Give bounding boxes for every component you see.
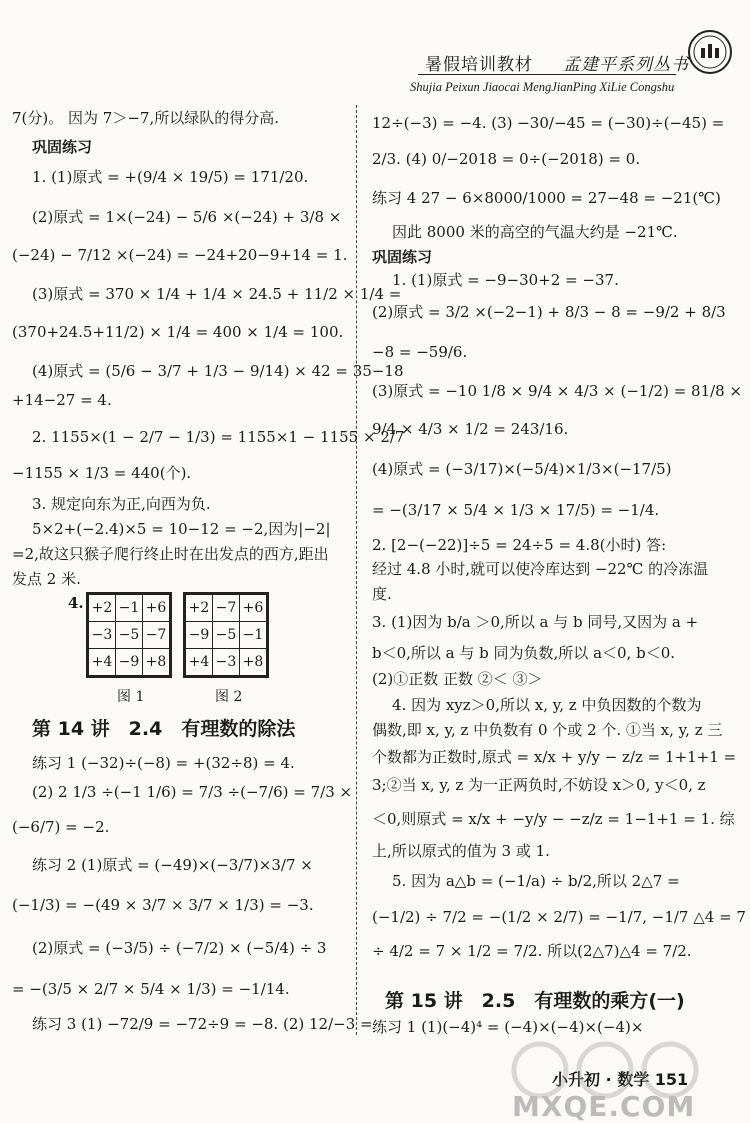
fig2-cell: −7 [213,594,240,622]
left2-line-4: (−1/3) = −(49 × 3/7 × 3/7 × 1/3) = −3. [12,896,314,914]
right-line-19: 偶数,即 x, y, z 中负数有 0 个或 2 个. ①当 x, y, z 三 [372,721,723,739]
left-line-11: 3. 规定向东为正,向西为负. [32,495,211,513]
right-line-18: 4. 因为 xyz＞0,所以 x, y, z 中负因数的个数为 [392,696,702,714]
fig1-cell: +8 [143,649,171,677]
right-line-16: b＜0,所以 a 与 b 同为负数,所以 a＜0, b＜0. [372,644,676,662]
fig2-cell: +8 [240,649,268,677]
right-line-22: ＜0,则原式 = x/x + −y/y − −z/z = 1−1+1 = 1. 综 [372,810,735,828]
fig2-cell: −3 [213,649,240,677]
fig1-cell: −7 [143,622,171,649]
left-line-7: (4)原式 = (5/6 − 3/7 + 1/3 − 9/14) × 42 = 35−18 [32,362,404,380]
right-line-13: 经过 4.8 小时,就可以使冷库达到 −22℃ 的冷冻温 [372,560,709,578]
fig1-cell: +6 [143,594,171,622]
fig1-cell: +2 [88,594,116,622]
right-last-line: 练习 1 (1)(−4)⁴ = (−4)×(−4)×(−4)× [372,1018,644,1036]
left-line-5: (3)原式 = 370 × 1/4 + 1/4 × 24.5 + 11/2 × 1/4 = [32,285,402,303]
right-line-23: 上,所以原式的值为 3 或 1. [372,842,550,860]
right-line-3: 因此 8000 米的高空的气温大约是 −21℃. [392,223,678,241]
left-line-0: 7(分)。 因为 7＞−7,所以绿队的得分高. [12,109,279,127]
right-line-15: 3. (1)因为 b/a ＞0,所以 a 与 b 同号,又因为 a + [372,613,699,631]
fig1-cell: −1 [116,594,143,622]
left-line-2: 1. (1)原式 = +(9/4 × 19/5) = 171/20. [32,168,309,186]
right-line-0: 12÷(−3) = −4. (3) −30/−45 = (−30)÷(−45) = [372,114,725,132]
fig2-cell: +2 [185,594,213,622]
right-line-14: 度. [372,585,392,603]
left2-line-3: 练习 2 (1)原式 = (−49)×(−3/7)×3/7 × [32,856,313,874]
left2-line-6: = −(3/5 × 2/7 × 5/4 × 1/3) = −1/14. [12,980,290,998]
q4-label: 4. [68,594,84,612]
right-line-12: 2. [2−(−22)]÷5 = 24÷5 = 4.8(小时) 答: [372,536,667,554]
right-line-2: 练习 4 27 − 6×8000/1000 = 27−48 = −21(℃) [372,189,721,207]
header-pinyin: Shujia Peixun Jiaocai MengJianPing XiLie Congshu [410,80,675,94]
left2-line-0: 练习 1 (−32)÷(−8) = +(32÷8) = 4. [32,754,295,772]
page-footer: 小升初 · 数学 151 [552,1070,689,1089]
header-series: 孟建平系列丛书 [563,55,689,75]
left-line-1: 巩固练习 [32,138,93,156]
left-line-6: (370+24.5+11/2) × 1/4 = 400 × 1/4 = 100. [12,323,344,341]
left-line-9: 2. 1155×(1 − 2/7 − 1/3) = 1155×1 − 1155 × 2/7 [32,428,405,446]
right-line-26: ÷ 4/2 = 7 × 1/2 = 7/2. 所以(2△7)△4 = 7/2. [372,942,692,960]
fig2-cell: +6 [240,594,268,622]
watermark-text: MXQE.COM [512,1090,696,1123]
right-line-7: −8 = −59/6. [372,343,468,361]
left2-line-7: 练习 3 (1) −72/9 = −72÷9 = −8. (2) 12/−3 = [32,1015,373,1033]
right-line-24: 5. 因为 a△b = (−1/a) ÷ b/2,所以 2△7 = [392,872,680,890]
column-divider [356,105,357,1035]
fig2-cell: +4 [185,649,213,677]
fig1-cell: −3 [88,622,116,649]
left-line-12: 5×2+(−2.4)×5 = 10−12 = −2,因为|−2| [32,520,331,538]
right-line-4: 巩固练习 [372,248,433,266]
series-logo-icon [686,28,734,76]
fig1-cell: −5 [116,622,143,649]
left2-line-2: (−6/7) = −2. [12,818,110,836]
fig2-cell: −5 [213,622,240,649]
right-line-11: = −(3/17 × 5/4 × 1/3 × 17/5) = −1/4. [372,501,660,519]
right-line-1: 2/3. (4) 0/−2018 = 0÷(−2018) = 0. [372,150,641,168]
left-line-3: (2)原式 = 1×(−24) − 5/6 ×(−24) + 3/8 × [32,208,342,226]
right-line-8: (3)原式 = −10 1/8 × 9/4 × 4/3 × (−1/2) = 81/8 × [372,382,743,400]
header-title: 暑假培训教材 [425,55,533,75]
fig1-cell: −9 [116,649,143,677]
left-line-14: 发点 2 米. [12,570,81,588]
fig1-caption: 图 1 [117,689,145,705]
lecture-15-heading: 第 15 讲 2.5 有理数的乘方(一) [385,990,685,1012]
right-line-17: (2)①正数 正数 ②＜ ③＞ [372,670,543,688]
left-line-4: (−24) − 7/12 ×(−24) = −24+20−9+14 = 1. [12,246,348,264]
lecture-14-heading: 第 14 讲 2.4 有理数的除法 [32,718,296,740]
header-rule [418,74,676,75]
right-line-21: 3;②当 x, y, z 为一正两负时,不妨设 x＞0, y＜0, z [372,776,706,794]
left-line-13: =2,故这只猴子爬行终止时在出发点的西方,距出 [12,545,329,563]
right-line-25: (−1/2) ÷ 7/2 = −(1/2 × 2/7) = −1/7, −1/7 △4 = 7 [372,908,746,926]
fig2-cell: −9 [185,622,213,649]
left2-line-1: (2) 2 1/3 ÷(−1 1/6) = 7/3 ÷(−7/6) = 7/3 × [32,783,353,801]
right-line-10: (4)原式 = (−3/17)×(−5/4)×1/3×(−17/5) [372,460,672,478]
fig2-caption: 图 2 [215,689,243,705]
magic-square-fig2 [183,592,269,678]
left-line-10: −1155 × 1/3 = 440(个). [12,464,192,482]
fig2-cell: −1 [240,622,268,649]
left-line-8: +14−27 = 4. [12,391,112,409]
right-line-5: 1. (1)原式 = −9−30+2 = −37. [392,271,619,289]
magic-square-fig1 [86,592,172,678]
fig1-cell: +4 [88,649,116,677]
right-line-20: 个数都为正数时,原式 = x/x + y/y − z/z = 1+1+1 = [372,748,737,766]
left2-line-5: (2)原式 = (−3/5) ÷ (−7/2) × (−5/4) ÷ 3 [32,939,327,957]
right-line-9: 9/4 × 4/3 × 1/2 = 243/16. [372,420,569,438]
right-line-6: (2)原式 = 3/2 ×(−2−1) + 8/3 − 8 = −9/2 + 8/3 [372,303,726,321]
